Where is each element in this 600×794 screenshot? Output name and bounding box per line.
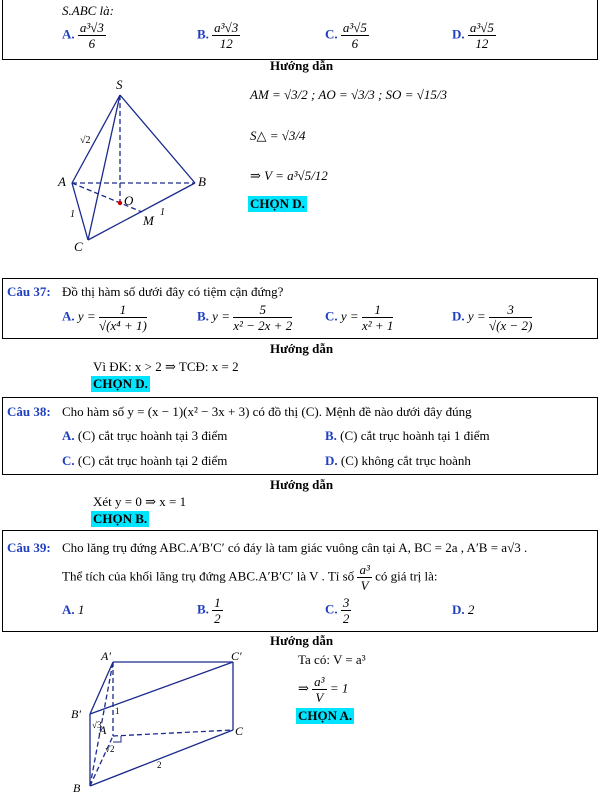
q36-label-c: C <box>74 239 83 254</box>
q39-label-1: 1 <box>115 706 120 716</box>
q39-answer-highlight: CHỌN A. <box>298 708 353 723</box>
q37-stem: Đồ thị hàm số dưới đây có tiệm cận đứng? <box>62 284 284 299</box>
q37-option-a-frac: $\frac{1}{\text{√(x⁴ + 1)}}$ <box>98 302 147 333</box>
q36-option-b-frac: $\frac{\text{a³√3}}{12}$ <box>214 20 239 51</box>
q36-option-a[interactable] <box>62 20 106 51</box>
q38-option-d[interactable] <box>325 453 471 469</box>
q36-center-point <box>118 201 122 205</box>
q36-option-a-frac: $\frac{\text{a³√3}}{6}$ <box>79 20 104 51</box>
q36-answer-highlight: CHỌN D. <box>250 196 305 211</box>
q36-option-c-frac: $\frac{\text{a³√5}}{6}$ <box>342 20 367 51</box>
q39-label-c: C <box>235 724 244 738</box>
q38-option-b[interactable] <box>325 428 490 444</box>
q36-label-m: M <box>143 213 154 228</box>
q36-label-a: A <box>58 174 66 189</box>
q39-option-b[interactable] <box>197 595 223 626</box>
q39-label-a1: A′ <box>101 649 111 663</box>
q37-number: Câu 37: <box>7 284 51 299</box>
q37-option-d[interactable]: D. y = $\frac{3}{√(x - 2)}$ <box>452 302 533 333</box>
q39-label-b: B <box>73 781 81 794</box>
q39-ratio-frac: $\frac{\text{a³}}{V}$ <box>359 562 370 593</box>
q36-stem-tail: S.ABC là: <box>62 3 114 18</box>
q39-label-a: A <box>99 723 107 737</box>
q38-option-d-text: (C) không cắt trục hoành <box>340 453 471 468</box>
q38-option-a-letter: A. <box>62 428 75 443</box>
q36-pyramid-figure <box>50 75 230 255</box>
q39-label-b1: B′ <box>71 707 81 721</box>
q39-stem-line1: Cho lăng trụ đứng ABC.A′B′C′ có đáy là tam giác vuông cân tại A, BC = 2a , A′B = a√3 . <box>62 540 528 555</box>
q39-solution-line1: Ta có: V = a³ <box>298 652 366 667</box>
q36-option-b[interactable] <box>197 20 240 51</box>
q39-label-2: 2 <box>157 760 162 770</box>
q36-option-c[interactable] <box>325 20 369 51</box>
q36-option-b-letter: B. <box>197 26 209 42</box>
q38-option-d-letter: D. <box>325 453 338 468</box>
q37-option-c[interactable]: C. y = $\frac{1}{\text{x² + 1}}$ <box>325 302 394 333</box>
q39-option-d[interactable]: D. 2 <box>452 602 475 617</box>
q37-guide-title: Hướng dẫn <box>270 341 334 356</box>
q39-option-b-frac: $\frac{1}{2}$ <box>214 595 221 626</box>
q36-label-1b: 1 <box>160 207 165 218</box>
q36-option-d[interactable] <box>452 20 496 51</box>
q39-number: Câu 39: <box>7 540 51 555</box>
q39-option-a[interactable]: A. 1 <box>62 602 85 617</box>
q38-option-a[interactable] <box>62 428 227 444</box>
q36-solution-line2: S△ = √3/4 <box>250 128 306 143</box>
q36-label-o: O <box>124 193 134 208</box>
q37-option-d-letter: D. <box>452 308 465 324</box>
q36-option-c-letter: C. <box>325 26 338 42</box>
q36-label-sqrt2: √2 <box>80 135 91 146</box>
q39-label-c1: C′ <box>231 649 242 663</box>
q36-label-b: B <box>198 174 206 189</box>
q36-guide-title: Hướng dẫn <box>270 58 334 73</box>
q39-option-a-letter: A. <box>62 602 75 617</box>
q38-option-a-text: (C) cắt trục hoành tại 3 điểm <box>77 428 228 443</box>
q37-option-b[interactable]: B. y = $\frac{5}{\text{x² − 2x + 2}}$ <box>197 302 293 333</box>
q37-solution: Vì ĐK: x > 2 ⇒ TCĐ: x = 2 <box>93 359 239 374</box>
q38-number: Câu 38: <box>7 404 51 419</box>
q36-option-d-frac: $\frac{\text{a³√5}}{12}$ <box>469 20 494 51</box>
q36-solution-line1: AM = √3/2 ; AO = √3/3 ; SO = √15/3 <box>250 87 447 102</box>
q38-answer-highlight: CHỌN B. <box>93 511 148 526</box>
q39-guide-title: Hướng dẫn <box>270 633 334 648</box>
q36-option-d-letter: D. <box>452 26 465 42</box>
q38-option-b-text: (C) cắt trục hoành tại 1 điểm <box>340 428 490 443</box>
q38-guide-title: Hướng dẫn <box>270 477 334 492</box>
q38-stem: Cho hàm số y = (x − 1)(x² − 3x + 3) có đồ thị (C). Mệnh đề nào dưới đây đúng <box>62 404 472 419</box>
q39-label-sqrt2: √2 <box>105 744 115 754</box>
q37-option-d-frac: $\frac{3}{√(x - 2)}$ <box>488 302 533 333</box>
q39-prism-figure <box>65 648 265 794</box>
q38-option-c-letter: C. <box>62 453 75 468</box>
q39-solution-frac: $\frac{\text{a³}}{V}$ <box>314 674 325 705</box>
q39-option-c[interactable] <box>325 595 351 626</box>
q38-solution: Xét y = 0 ⇒ x = 1 <box>93 494 187 509</box>
q37-option-b-frac: $\frac{5}{\text{x² − 2x + 2}}$ <box>233 302 293 333</box>
q39-stem-line2: Thể tích của khối lăng trụ đứng ABC.A′B′C′ là V . Tỉ số $\frac{\text{a³}}{V}$ có giá trị là: <box>62 562 438 593</box>
q36-option-a-letter: A. <box>62 26 75 42</box>
q39-option-c-frac: $\frac{3}{2}$ <box>342 595 350 626</box>
q36-label-1a: 1 <box>70 209 75 220</box>
q39-option-d-letter: D. <box>452 602 465 617</box>
q39-solution-line2: ⇒ $\frac{\text{a³}}{V}$ = 1 <box>298 674 349 705</box>
q36-solution-line3: ⇒ V = a³√5/12 <box>250 168 328 183</box>
q37-option-a-letter: A. <box>62 308 75 324</box>
q38-option-c[interactable] <box>62 453 227 469</box>
q38-option-b-letter: B. <box>325 428 337 443</box>
q37-answer-highlight: CHỌN D. <box>93 376 148 391</box>
q39-label-sqrt3: √3 <box>92 720 102 730</box>
q37-option-c-letter: C. <box>325 308 338 324</box>
q37-option-a[interactable]: A. y = $\frac{1}{\text{√(x⁴ + 1)}}$ <box>62 302 147 333</box>
q38-option-c-text: (C) cắt trục hoành tại 2 điểm <box>77 453 228 468</box>
q37-option-c-frac: $\frac{1}{\text{x² + 1}}$ <box>361 302 394 333</box>
q39-option-c-letter: C. <box>325 601 338 617</box>
q36-label-s: S <box>116 77 123 92</box>
q37-option-b-letter: B. <box>197 308 209 324</box>
q39-option-b-letter: B. <box>197 601 209 617</box>
